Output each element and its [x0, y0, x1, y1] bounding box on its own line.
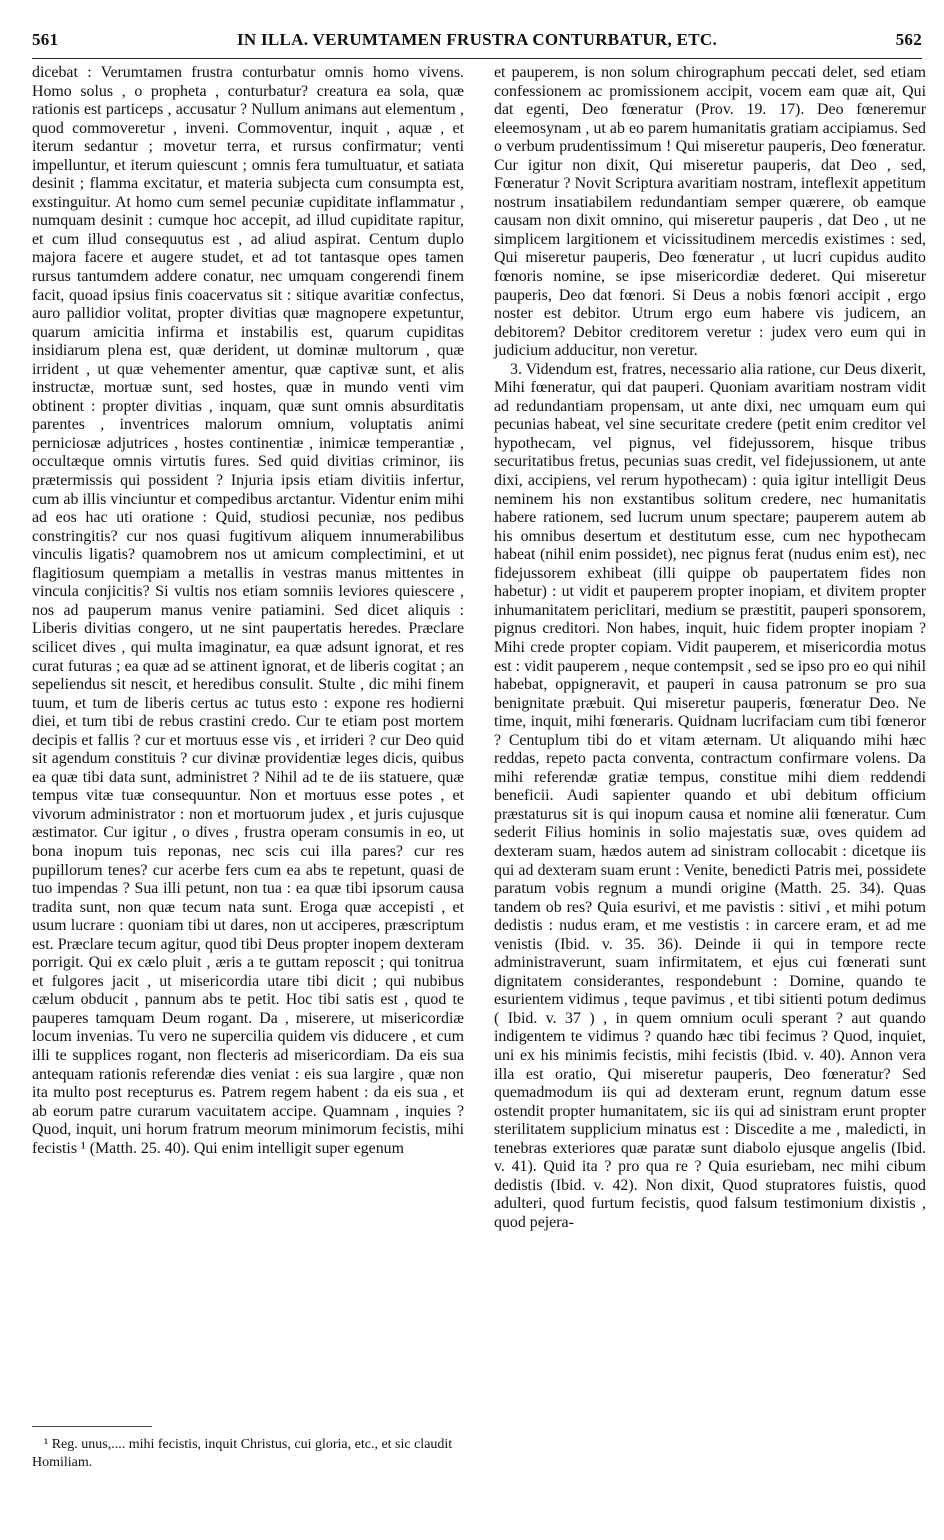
- left-column: [32, 64, 464, 1158]
- footnote-text: ¹ Reg. unus,.... mihi fecistis, inquit Christus, cui gloria, etc., et sic claudit Homiliam.: [32, 1437, 453, 1470]
- running-title: IN ILLA. VERUMTAMEN FRUSTRA CONTURBATUR, ETC.: [236, 30, 718, 49]
- left-paragraph-1: dicebat : Verumtamen frustra conturbatur omnis homo vivens. Homo solus , o propheta , conturbatur? creatura ea sola, quæ rationis est particeps , accusatur ? Nullum animans aut elementum , quod commoveretur , inveni. Commoventur, inquit , aquæ , et iterum sedantur ; movetur terra, et rursus confirmatur; venti impelluntur, et iterum quiescunt ; omnis fera tumultuatur, et satiata desinit ; flamma excitatur, et materia subjecta cum consumpta est, exstinguitur. At homo cum semel pecuniæ cupiditate inflammatur , numquam desinit : cumque hoc accepit, ad illud cupiditate rapitur, et cum illud consequutus est , ad aliud aspirat. Centum duplo majora facere et augere studet, et ad tot tantasque opes tamen rursus tantumdem addere conatur, nec umquam congerendi finem facit, quoad ipsius finis coacervatus sit : sitique avaritiæ confectus, auro pallidior volitat, propter divitias quæ magnopere expetuntur, quarum amicitia infirma et instabilis est, quarum cupiditas insidiarum plena est, quæ derident, ut dominæ multorum , quæ irrident , ut quæ vehementer amentur, quæ captivæ sunt, et alis instructæ, mortuæ sunt, sed hostes, quæ in mundo venti vim obtinent : propter divitias , inquam, quæ sunt omnis absurditatis parentes , inventrices malorum omnium, voluptatis animi perniciosæ adjutrices , hostes continentiæ , inimicæ temperantiæ , occultæque omnis virtutis fures. Sed quid divitias criminor, iis prætermissis qui possident ? Injuria ipsis etiam divitiis infertur, cum ab illis vinciuntur et compedibus arctantur. Videntur enim mihi ad eos hac uti oratione : Quid, studiosi pecuniæ, nos pedibus constringitis? cur nos quasi fugitivum aliquem innumerabilibus vinculis ligatis? quamobrem nos ut amicum complectimini, et ut flagitiosum quempiam a metallis in vestras manus mittentes in vincula conjicitis? Si vultis nos etiam somniis leviores quiescere , nos ad pauperum manus venire patiamini. Sed dicet aliquis : Liberis divitias congero, ut ne sint paupertatis heredes. Præclare scilicet dives , qui multa imaginatur, ea quæ adsunt ignorat, et res curat futuras ; ea quæ ad se attinent ignorat, et de liberis cogitat ; an sepeliendus sit nescit, et heredibus consulit. Stulte , dic mihi finem tuum, et tum de liberis certus ac tutus esto : expone res hodierni diei, et tum tibi de rebus crastini credo. Cur te etiam post mortem decipis et fallis ? cur et mortuus esse vis , et irrideri ? cur Deo quid sit agendum constituis ? cur divinæ providentiæ leges dicis, quibus ea quæ tibi data sunt, administret ? Nihil ad te de iis statuere, quæ tempus vitæ tuæ consequuntur. Non et mortuus esse potes , et vivorum administrator : non et mortuorum judex , et juris cujusque æstimator. Cur igitur , o dives , frustra operam consumis in eo, ut bona inopum tuis reponas, nec scis cui illa pares? cur res pupillorum tenes? cur acerbe fers cum ea abs te repetunt, quasi de tuo impendas ? Sua illi petunt, non tua : ea quæ tibi ipsorum causa tradita sunt, non quæ tecum nata sunt. Eroga quæ accepisti , et usum lucrare : quoniam tibi ut dares, non ut acciperes, præscriptum est. Præclare tecum agitur, quod tibi Deus propter inopem dexteram porrigit. Qui ex cælo pluit , æris a te guttam reposcit ; qui tonitrua et fulgores jacit , ut misericordia utare tibi dicit ; qui nubibus cælum obducit , pannum abs te petit. Hoc tibi satis est , quod te pauperes tamquam Deum rogant. Da , miserere, ut misericordiæ locum invenias. Tu vero ne supercilia quidem vis diducere , et cum illi te supplices rogant, non flecteris ad misericordiam. Da eis sua antequam rationis referendæ dies veniat : eis sua largire , quæ non ita multo post recepturus es. Patrem regem habent : da eis sua , et ab eorum patre curarum vacuitatem accipe. Quamnam , inquies ? Quod, inquit, uni horum fratrum meorum minimorum fecistis, mihi fecistis ¹ (Matth. 25. 40). Qui enim intelligit super egenum: [32, 64, 464, 1157]
- right-paragraph-1: et pauperem, is non solum chirographum peccati delet, sed etiam confessionem ac promissionem accipit, vocem eam quæ ait, Qui dat egenti, Deo fœneratur (Prov. 19. 17). Deo fœneremur eleemosynam , ut ab eo parem humanitatis gratiam accipiamus. Sed o verbum prudentissimum ! Qui miseretur pauperis, Deo fœneratur. Cur igitur non dixit, Qui miseretur pauperis, dat Deo , sed, Fœneratur ? Novit Scriptura avaritiam nostram, inteflexit appetitum nostrum insatiabilem redundantiam semper quærere, ob eamque causam non dixit omnino, qui miseretur pauperis , dat Deo , ut ne simplicem largitionem et vicissitudinem mercedis existimes : sed, Qui miseretur pauperis, Deo fœneratur , ut lucri cupidus audito fœnoris nomine, se ipse misericordiæ dederet. Qui miseretur pauperis, Deo dat fœnori. Si Deus a nobis fœnori accipit , ergo noster est debitor. Utrum ergo eum habere vis judicem, an debitorem? Debitor creditorem veretur : judex vero eum qui in judicium adducitur, non veretur.: [494, 64, 926, 360]
- footnote-rule: [32, 1426, 152, 1427]
- header-rule: [32, 58, 922, 59]
- right-column: [494, 64, 926, 1232]
- page-header: [32, 30, 922, 54]
- page-number-right: 562: [895, 30, 922, 49]
- right-paragraph-2: 3. Videndum est, fratres, necessario alia ratione, cur Deus dixerit, Mihi fœneratur, qui dat pauperi. Quoniam avaritiam nostram vidit ad redundantiam propensam, ut ante dixi, nec umquam eum qui pecunias habeat, vel sine securitate credere (petit enim creditor vel hypothecam, vel pignus, vel fidejussorem, hisque tribus securitatibus fretus, pecunias suas credit, vel fidejussionem, ut ante dixi, accipiens, vel rerum hypothecam) : quia igitur intelligit Deus neminem his non exstantibus solitum credere, nec humanitatis habere rationem, sed lucrum unum spectare; pauperem autem ab his omnibus desertum et destitutum esse, cum nec hypothecam habeat (nihil enim possidet), nec pignus ferat (nudus enim est), nec fidejussorem exhibeat (illi quippe ob paupertatem fides non habetur) : ut vidit et pauperem propter inopiam, et divitem propter inhumanitatem periclitari, medium se præstitit, pauperi sponsorem, pignus creditori. Non habes, inquit, huic fidem propter inopiam ? Mihi crede propter copiam. Vidit pauperem, et misericordia motus est : vidit pauperem , neque contempsit , sed se ipso pro eo qui nihil habebat, oppigneravit, et pauperi in causa patronum se pro sua benignitate præbuit. Qui miseretur pauperis, fœneratur Deo. Ne time, inquit, mihi fœneraris. Quidnam lucrifaciam cum tibi fœneror ? Centuplum tibi do et vitam æternam. Ut aliquando mihi hæc reddas, repeto pacta conventa, contractum confirmare volens. Da mihi referendæ gratiæ tempus, constitue mihi diem reddendi beneficii. Audi sapienter quando et ubi debitum officium præstaturus sit is qui inopum causa et nomine alii fœneratur. Cum sederit Filius hominis in solio majestatis suæ, oves quidem ad dexteram suam, hædos autem ad sinistram collocabit : dicetque iis qui ad dexteram suam erunt : Venite, benedicti Patris mei, possidete paratum vobis regnum a mundi origine (Matth. 25. 34). Quas tandem ob res? Quia esurivi, et me pavistis : sitivi , et mihi potum dedistis : nudus eram, et me vestistis : in carcere eram, et ad me venistis (Ibid. v. 35. 36). Deinde ii qui in tempore recte administraverunt, suam infirmitatem, et ejus cui fœnerati sunt dignitatem considerantes, respondebunt : Domine, quando te esurientem vidimus , teque pavimus , et tibi sitienti potum dedimus ( Ibid. v. 37 ) , in quem omnium oculi sperant ? aut quando indigentem te vidimus ? quando hæc tibi fecimus ? Quod, inquiet, uni ex his minimis fecistis, mihi fecistis (Ibid. v. 40). Annon vera illa est oratio, Qui miseretur pauperis, Deo fœneratur? Sed quemadmodum iis qui ad dexteram erunt, regnum datum esse ostendit propter humanitatem, sic iis qui ad sinistram erunt propter sterilitatem supplicium minatus est : Discedite a me , maledicti, in tenebras exteriores quæ paratæ sunt diabolo ejusque angelis (Ibid. v. 41). Quid ita ? pro qua re ? Quia esuriebam, nec mihi cibum dedistis (Ibid. v. 42). Non dixit, Quod stupratores fuistis, quod adulteri, quod furtum fecistis, quod falsum testimonium dixistis , quod pejera-: [494, 360, 926, 1231]
- page-number-left: 561: [32, 30, 59, 49]
- footnote: [32, 1436, 464, 1472]
